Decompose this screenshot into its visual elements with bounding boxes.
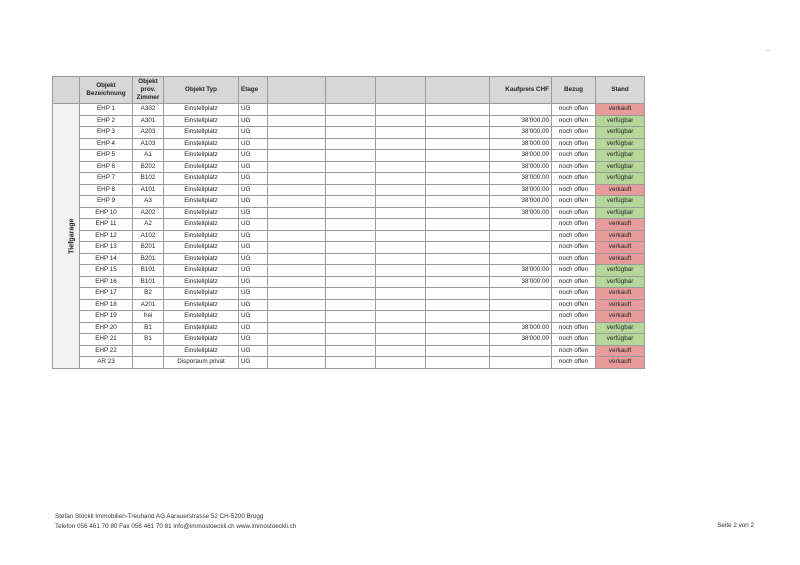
cell-empty — [376, 161, 426, 173]
cell-empty — [426, 322, 490, 334]
cell-bezeichnung: EHP 12 — [80, 230, 133, 242]
table-row — [53, 207, 645, 219]
cell-empty — [268, 150, 326, 162]
cell-typ: Einstellplatz — [164, 311, 239, 323]
cell-typ: Einstellplatz — [164, 299, 239, 311]
units-table — [52, 76, 645, 369]
cell-stand: verkauft — [596, 184, 645, 196]
cell-empty — [268, 138, 326, 150]
cell-empty — [326, 253, 376, 265]
cell-empty — [326, 276, 376, 288]
cell-etage: UG — [239, 311, 268, 323]
cell-etage: UG — [239, 345, 268, 357]
cell-zimmer: B202 — [133, 161, 164, 173]
cell-empty — [268, 299, 326, 311]
cell-empty — [376, 288, 426, 300]
table-row — [53, 242, 645, 254]
cell-etage: UG — [239, 115, 268, 127]
cell-kaufpreis — [490, 104, 552, 116]
cell-kaufpreis: 38'000.00 — [490, 138, 552, 150]
table-row — [53, 299, 645, 311]
cell-stand: verfügbar — [596, 127, 645, 139]
cell-typ: Disporaum privat — [164, 357, 239, 369]
cell-empty — [268, 311, 326, 323]
cell-bezeichnung: EHP 3 — [80, 127, 133, 139]
cell-empty — [268, 253, 326, 265]
cell-empty — [326, 242, 376, 254]
cell-empty — [268, 115, 326, 127]
cell-typ: Einstellplatz — [164, 322, 239, 334]
cell-empty — [426, 357, 490, 369]
table-row — [53, 173, 645, 185]
header-etage: Etage — [239, 77, 268, 104]
cell-empty — [376, 219, 426, 231]
cell-empty — [376, 253, 426, 265]
cell-etage: UG — [239, 219, 268, 231]
cell-empty — [268, 161, 326, 173]
cell-empty — [426, 345, 490, 357]
cell-empty — [326, 138, 376, 150]
cell-bezug: noch offen — [552, 127, 596, 139]
cell-empty — [268, 276, 326, 288]
cell-empty — [426, 127, 490, 139]
cell-bezeichnung: EHP 2 — [80, 115, 133, 127]
cell-zimmer: frei — [133, 311, 164, 323]
cell-bezug: noch offen — [552, 230, 596, 242]
cell-bezug: noch offen — [552, 357, 596, 369]
cell-bezug: noch offen — [552, 196, 596, 208]
cell-stand: verkauft — [596, 242, 645, 254]
cell-empty — [326, 104, 376, 116]
cell-stand: verfügbar — [596, 207, 645, 219]
cell-empty — [426, 276, 490, 288]
cell-bezeichnung: EHP 10 — [80, 207, 133, 219]
cell-etage: UG — [239, 357, 268, 369]
cell-typ: Einstellplatz — [164, 288, 239, 300]
cell-etage: UG — [239, 150, 268, 162]
cell-bezeichnung: EHP 5 — [80, 150, 133, 162]
cell-zimmer: B1 — [133, 334, 164, 346]
cell-bezeichnung: EHP 21 — [80, 334, 133, 346]
cell-empty — [426, 184, 490, 196]
cell-typ: Einstellplatz — [164, 345, 239, 357]
page-number: Seite 2 von 2 — [717, 522, 754, 529]
header-empty-1 — [268, 77, 326, 104]
cell-zimmer: B101 — [133, 265, 164, 277]
cell-etage: UG — [239, 173, 268, 185]
cell-empty — [376, 299, 426, 311]
cell-typ: Einstellplatz — [164, 265, 239, 277]
header-empty-4 — [426, 77, 490, 104]
cell-etage: UG — [239, 104, 268, 116]
cell-etage: UG — [239, 161, 268, 173]
cell-empty — [268, 173, 326, 185]
footer-address: Stefan Stöckli Immobilien-Treuhand AG Aarauerstrasse 52 CH-5200 Brugg — [55, 513, 264, 520]
cell-typ: Einstellplatz — [164, 253, 239, 265]
section-label: Tiefgarage — [68, 218, 76, 254]
cell-zimmer: B201 — [133, 253, 164, 265]
cell-empty — [376, 334, 426, 346]
cell-empty — [268, 207, 326, 219]
cell-kaufpreis: 38'000.00 — [490, 150, 552, 162]
cell-empty — [326, 115, 376, 127]
cell-etage: UG — [239, 184, 268, 196]
table-row — [53, 334, 645, 346]
cell-typ: Einstellplatz — [164, 276, 239, 288]
cell-empty — [426, 230, 490, 242]
cell-bezeichnung: EHP 11 — [80, 219, 133, 231]
cell-kaufpreis — [490, 357, 552, 369]
cell-stand: verkauft — [596, 311, 645, 323]
cell-zimmer: A103 — [133, 138, 164, 150]
cell-bezug: noch offen — [552, 115, 596, 127]
cell-empty — [268, 196, 326, 208]
cell-etage: UG — [239, 207, 268, 219]
cell-etage: UG — [239, 276, 268, 288]
table-row — [53, 161, 645, 173]
cell-kaufpreis: 38'000.00 — [490, 196, 552, 208]
cell-kaufpreis: 38'000.00 — [490, 265, 552, 277]
cell-kaufpreis — [490, 219, 552, 231]
header-corner — [53, 77, 80, 104]
cell-stand: verfügbar — [596, 196, 645, 208]
header-bezug: Bezug — [552, 77, 596, 104]
cell-etage: UG — [239, 230, 268, 242]
cell-zimmer — [133, 357, 164, 369]
cell-empty — [376, 207, 426, 219]
cell-stand: verfügbar — [596, 265, 645, 277]
cell-bezug: noch offen — [552, 334, 596, 346]
cell-bezug: noch offen — [552, 322, 596, 334]
cell-bezeichnung: EHP 16 — [80, 276, 133, 288]
cell-empty — [326, 127, 376, 139]
cell-stand: verfügbar — [596, 173, 645, 185]
cell-bezug: noch offen — [552, 173, 596, 185]
cell-kaufpreis — [490, 299, 552, 311]
cell-zimmer: B201 — [133, 242, 164, 254]
cell-typ: Einstellplatz — [164, 173, 239, 185]
cell-etage: UG — [239, 265, 268, 277]
cell-empty — [268, 322, 326, 334]
cell-bezeichnung: EHP 4 — [80, 138, 133, 150]
cell-zimmer: A201 — [133, 299, 164, 311]
cell-empty — [376, 150, 426, 162]
cell-stand: verkauft — [596, 253, 645, 265]
cell-etage: UG — [239, 288, 268, 300]
cell-zimmer: A203 — [133, 127, 164, 139]
cell-bezug: noch offen — [552, 253, 596, 265]
table-row — [53, 311, 645, 323]
cell-empty — [376, 196, 426, 208]
table-row — [53, 150, 645, 162]
cell-empty — [376, 115, 426, 127]
cell-bezeichnung: EHP 20 — [80, 322, 133, 334]
cell-empty — [326, 288, 376, 300]
header-bezeichnung: Objekt Bezeichnung — [80, 77, 133, 104]
cell-typ: Einstellplatz — [164, 207, 239, 219]
table-row — [53, 138, 645, 150]
cell-empty — [426, 138, 490, 150]
cell-kaufpreis — [490, 345, 552, 357]
table-row — [53, 265, 645, 277]
table-row — [53, 345, 645, 357]
cell-stand: verfügbar — [596, 115, 645, 127]
cell-bezug: noch offen — [552, 184, 596, 196]
cell-bezeichnung: EHP 9 — [80, 196, 133, 208]
cell-empty — [268, 219, 326, 231]
cell-stand: verfügbar — [596, 334, 645, 346]
cell-empty — [326, 265, 376, 277]
table-row — [53, 219, 645, 231]
cell-bezug: noch offen — [552, 207, 596, 219]
table-body — [53, 104, 645, 369]
table-header-row — [53, 77, 645, 104]
cell-empty — [376, 345, 426, 357]
cell-empty — [426, 334, 490, 346]
footer — [55, 512, 296, 532]
cell-empty — [426, 207, 490, 219]
cell-zimmer: A102 — [133, 230, 164, 242]
cell-bezeichnung: EHP 8 — [80, 184, 133, 196]
cell-empty — [376, 276, 426, 288]
cell-typ: Einstellplatz — [164, 230, 239, 242]
cell-empty — [268, 288, 326, 300]
cell-stand: verfügbar — [596, 138, 645, 150]
cell-kaufpreis — [490, 230, 552, 242]
cell-empty — [426, 253, 490, 265]
cell-empty — [268, 104, 326, 116]
cell-typ: Einstellplatz — [164, 115, 239, 127]
cell-empty — [268, 184, 326, 196]
table-row — [53, 115, 645, 127]
cell-zimmer: A101 — [133, 184, 164, 196]
cell-bezeichnung: EHP 15 — [80, 265, 133, 277]
cell-bezeichnung: EHP 7 — [80, 173, 133, 185]
cell-etage: UG — [239, 253, 268, 265]
header-empty-3 — [376, 77, 426, 104]
cell-empty — [326, 207, 376, 219]
cell-zimmer: B2 — [133, 288, 164, 300]
cell-bezeichnung: EHP 14 — [80, 253, 133, 265]
cell-stand: verfügbar — [596, 276, 645, 288]
cell-stand: verkauft — [596, 299, 645, 311]
cell-empty — [326, 230, 376, 242]
cell-bezug: noch offen — [552, 138, 596, 150]
cell-empty — [268, 357, 326, 369]
cell-empty — [268, 265, 326, 277]
cell-stand: verkauft — [596, 345, 645, 357]
cell-zimmer: B101 — [133, 276, 164, 288]
cell-bezug: noch offen — [552, 161, 596, 173]
cell-bezug: noch offen — [552, 265, 596, 277]
cell-empty — [326, 334, 376, 346]
cell-zimmer: A2 — [133, 219, 164, 231]
table-row — [53, 104, 645, 116]
cell-empty — [326, 196, 376, 208]
cell-typ: Einstellplatz — [164, 219, 239, 231]
cell-etage: UG — [239, 196, 268, 208]
cell-bezeichnung: EHP 22 — [80, 345, 133, 357]
cell-kaufpreis — [490, 242, 552, 254]
cell-bezeichnung: EHP 6 — [80, 161, 133, 173]
cell-zimmer: A202 — [133, 207, 164, 219]
cell-bezeichnung: EHP 13 — [80, 242, 133, 254]
table-row — [53, 196, 645, 208]
cell-kaufpreis — [490, 253, 552, 265]
cell-kaufpreis: 38'000.00 — [490, 115, 552, 127]
cell-empty — [426, 265, 490, 277]
cell-empty — [268, 127, 326, 139]
cell-empty — [326, 322, 376, 334]
cell-etage: UG — [239, 242, 268, 254]
cell-empty — [326, 219, 376, 231]
table-row — [53, 184, 645, 196]
header-zimmer: Objekt prov. Zimmer — [133, 77, 164, 104]
cell-typ: Einstellplatz — [164, 196, 239, 208]
cell-empty — [376, 322, 426, 334]
cell-typ: Einstellplatz — [164, 150, 239, 162]
cell-bezug: noch offen — [552, 311, 596, 323]
cell-empty — [376, 265, 426, 277]
table-row — [53, 127, 645, 139]
cell-etage: UG — [239, 299, 268, 311]
cell-empty — [426, 242, 490, 254]
cell-bezug: noch offen — [552, 104, 596, 116]
cell-empty — [268, 334, 326, 346]
cell-etage: UG — [239, 127, 268, 139]
table-row — [53, 230, 645, 242]
cell-zimmer: A3 — [133, 196, 164, 208]
cell-empty — [326, 184, 376, 196]
cell-empty — [426, 161, 490, 173]
cell-stand: verkauft — [596, 104, 645, 116]
cell-empty — [376, 242, 426, 254]
cell-empty — [376, 311, 426, 323]
cell-typ: Einstellplatz — [164, 161, 239, 173]
cell-empty — [426, 288, 490, 300]
cell-empty — [326, 161, 376, 173]
cell-empty — [326, 299, 376, 311]
cell-empty — [376, 173, 426, 185]
cell-empty — [326, 311, 376, 323]
cell-empty — [268, 230, 326, 242]
cell-empty — [426, 115, 490, 127]
cell-bezeichnung: EHP 17 — [80, 288, 133, 300]
cell-bezug: noch offen — [552, 299, 596, 311]
table-row — [53, 288, 645, 300]
cell-bezeichnung: EHP 18 — [80, 299, 133, 311]
table-row — [53, 322, 645, 334]
cell-kaufpreis: 38'000.00 — [490, 334, 552, 346]
cell-empty — [376, 357, 426, 369]
cell-zimmer: A302 — [133, 104, 164, 116]
cell-bezug: noch offen — [552, 276, 596, 288]
cell-stand: verkauft — [596, 230, 645, 242]
cell-empty — [426, 173, 490, 185]
cell-empty — [376, 138, 426, 150]
cell-bezug: noch offen — [552, 345, 596, 357]
cell-typ: Einstellplatz — [164, 242, 239, 254]
cell-zimmer — [133, 345, 164, 357]
table-row — [53, 276, 645, 288]
cell-empty — [376, 127, 426, 139]
cell-typ: Einstellplatz — [164, 104, 239, 116]
cell-empty — [326, 150, 376, 162]
footer-contact: Telefon 056 461 70 80 Fax 056 461 70 81 info@immostoeckli.ch www.immostoeckli.ch — [55, 523, 297, 530]
cell-kaufpreis: 38'000.00 — [490, 207, 552, 219]
cell-empty — [376, 104, 426, 116]
cell-empty — [326, 357, 376, 369]
cell-empty — [426, 311, 490, 323]
cell-empty — [326, 173, 376, 185]
table-row — [53, 357, 645, 369]
cell-bezeichnung: EHP 19 — [80, 311, 133, 323]
cell-stand: verfügbar — [596, 150, 645, 162]
cell-kaufpreis: 38'000.00 — [490, 161, 552, 173]
cell-kaufpreis — [490, 288, 552, 300]
cell-empty — [426, 150, 490, 162]
cell-etage: UG — [239, 334, 268, 346]
cell-typ: Einstellplatz — [164, 334, 239, 346]
cell-empty — [426, 196, 490, 208]
cell-etage: UG — [239, 138, 268, 150]
cell-zimmer: A301 — [133, 115, 164, 127]
cell-empty — [326, 345, 376, 357]
cell-bezeichnung: AR 23 — [80, 357, 133, 369]
cell-empty — [426, 219, 490, 231]
cell-bezug: noch offen — [552, 288, 596, 300]
header-kaufpreis: Kaufpreis CHF — [490, 77, 552, 104]
cell-empty — [426, 299, 490, 311]
scan-mark — [766, 50, 770, 51]
cell-empty — [426, 104, 490, 116]
cell-stand: verkauft — [596, 219, 645, 231]
cell-empty — [268, 345, 326, 357]
cell-bezug: noch offen — [552, 219, 596, 231]
cell-stand: verkauft — [596, 357, 645, 369]
cell-typ: Einstellplatz — [164, 127, 239, 139]
header-stand: Stand — [596, 77, 645, 104]
cell-empty — [268, 242, 326, 254]
cell-kaufpreis: 38'000.00 — [490, 184, 552, 196]
cell-bezug: noch offen — [552, 150, 596, 162]
cell-stand: verfügbar — [596, 322, 645, 334]
cell-etage: UG — [239, 322, 268, 334]
cell-kaufpreis: 38'000.00 — [490, 173, 552, 185]
cell-kaufpreis: 38'000.00 — [490, 322, 552, 334]
cell-kaufpreis: 38'000.00 — [490, 127, 552, 139]
cell-zimmer: A1 — [133, 150, 164, 162]
cell-zimmer: B1 — [133, 322, 164, 334]
cell-empty — [376, 184, 426, 196]
header-typ: Objekt Typ — [164, 77, 239, 104]
cell-kaufpreis — [490, 311, 552, 323]
cell-stand: verkauft — [596, 288, 645, 300]
cell-typ: Einstellplatz — [164, 138, 239, 150]
header-empty-2 — [326, 77, 376, 104]
cell-typ: Einstellplatz — [164, 184, 239, 196]
cell-stand: verfügbar — [596, 161, 645, 173]
cell-bezug: noch offen — [552, 242, 596, 254]
cell-empty — [376, 230, 426, 242]
section-label-cell — [53, 104, 80, 369]
cell-bezeichnung: EHP 1 — [80, 104, 133, 116]
cell-zimmer: B102 — [133, 173, 164, 185]
table-row — [53, 253, 645, 265]
cell-kaufpreis: 38'000.00 — [490, 276, 552, 288]
